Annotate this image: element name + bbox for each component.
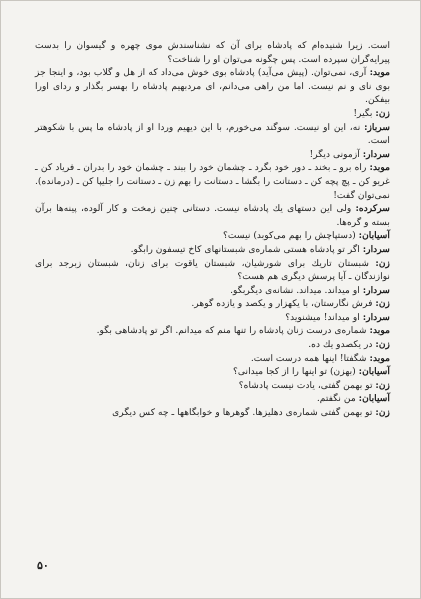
speaker-label: سردار: xyxy=(362,148,390,160)
paragraph-15 xyxy=(35,338,390,352)
dialogue-text: او میداند. میداند. نشانه‌ی دیگربگو. xyxy=(230,284,360,296)
speaker-label: آسیابان: xyxy=(358,393,390,405)
paragraph-16 xyxy=(35,352,390,366)
paragraph-13 xyxy=(35,311,390,325)
dialogue-text: بگیر! xyxy=(353,107,373,119)
speaker-label: زن: xyxy=(375,339,390,351)
speaker-label: سردار: xyxy=(362,284,390,296)
speaker-label: زن: xyxy=(375,407,390,419)
paragraph-2 xyxy=(35,66,390,107)
paragraph-10 xyxy=(35,257,390,284)
paragraph-1 xyxy=(35,39,390,66)
dialogue-text: (بهزن) تو اینها را از کجا میدانی؟ xyxy=(232,366,356,378)
speaker-label: آسیابان: xyxy=(358,366,390,378)
paragraph-20 xyxy=(35,406,390,420)
speaker-label: آسیابان: xyxy=(358,230,390,242)
paragraph-6 xyxy=(35,161,390,202)
dialogue-text: در یکصدو یك ده. xyxy=(308,339,373,351)
paragraph-7 xyxy=(35,202,390,229)
speaker-label: موبد: xyxy=(369,325,390,337)
page-number: ۵۰ xyxy=(37,559,49,572)
speaker-label: زن: xyxy=(375,298,390,310)
speaker-label: زن: xyxy=(375,257,390,269)
speaker-label: سرکرده: xyxy=(355,203,391,215)
paragraph-12 xyxy=(35,297,390,311)
dialogue-text: او میداند! میشنوید؟ xyxy=(285,311,360,323)
speaker-label: سرباز: xyxy=(364,121,391,133)
dialogue-text: شبستان تاریك برای شورشیان، شبستان یاقوت برای زنان، شبستان زبرجد برای نوازندگان ـ آیا پرسش دیگری هم هست؟ xyxy=(35,257,390,283)
dialogue-text: است. زیرا شنیده‌ام که پادشاه برای آن که نشناسندش موی چهره و گیسوان را بدست پیرایه‌گران سپرده است. پس چگونه می‌توان او را شناخت؟ xyxy=(35,40,390,65)
paragraph-18 xyxy=(35,379,390,393)
speaker-label: سردار: xyxy=(362,311,390,323)
speaker-label: زن: xyxy=(375,379,390,391)
speaker-label: زن: xyxy=(375,107,390,119)
paragraph-11 xyxy=(35,284,390,298)
speaker-label: سردار: xyxy=(362,243,390,255)
dialogue-text: تو بهمن گفتی شماره‌ی دهلیزها. گوهرها و خوابگاهها ـ چه کس دیگری xyxy=(112,407,373,419)
dialogue-text: من نگفتم. xyxy=(316,393,356,405)
dialogue-text: آزمونی دیگر! xyxy=(309,148,360,160)
dialogue-text: اگر تو پادشاه هستی شماره‌ی شبستانهای کاخ تیسفون رابگو. xyxy=(130,243,360,255)
speaker-label: موبد: xyxy=(369,352,390,364)
dialogue-text: راه برو ـ بخند ـ دور خود بگرد ـ چشمان خود را ببند ـ چشمان خود را بدران ـ فریاد کن ـ غریو کن ـ پچ پچه کن ـ دستانت را بگشا ـ دستانت را بهم زن ـ دستانت را جلیپا کن ـ (درمانده). نمی‌توان گفت! xyxy=(35,162,390,201)
dialogue-text: نه، این او نیست. سوگند می‌خورم، با این دیهیم وردا او از پادشاه ما پس با شکوهتر است. xyxy=(35,121,390,147)
paragraph-17 xyxy=(35,365,390,379)
paragraph-3 xyxy=(35,107,390,121)
paragraph-4 xyxy=(35,121,390,148)
speaker-label: موبد: xyxy=(369,67,391,79)
paragraph-5 xyxy=(35,148,390,162)
paragraph-19 xyxy=(35,392,390,406)
paragraph-9 xyxy=(35,243,390,257)
dialogue-text: شگفتا! اینها همه درست است. xyxy=(250,352,367,364)
dialogue-text: شماره‌ی درست زنان پادشاه را تنها منم که میدانم. اگر تو پادشاهی بگو. xyxy=(96,325,367,337)
speaker-label: موبد: xyxy=(369,162,390,174)
dialogue-text: (دستپاچش را بهم می‌کوبد) نیست؟ xyxy=(222,230,356,242)
dialogue-text: فرش نگارستان، با یکهزار و یکصد و یازده گوهر. xyxy=(191,298,373,310)
dialogue-text: آری، نمی‌توان. (پیش می‌آید) پادشاه بوی خوش می‌داد که از هل و گلاب بود، و اینجا جز بوی نای و نم نیست. اما من راهی می‌دانم، ای مردبهیم پادشاه را بهسر بگذار و ردای اورا بیفکن. xyxy=(35,67,390,106)
paragraph-14 xyxy=(35,324,390,338)
dialogue-text: ولی این دستهای یك پادشاه نیست. دستانی چنین زمخت و کار آلوده، پینه‌ها برآن بسته و گره‌ها. xyxy=(35,203,390,228)
play-script-text xyxy=(35,39,390,420)
paragraph-8 xyxy=(35,229,390,243)
dialogue-text: تو بهمن گفتی، یادت نیست پادشاه؟ xyxy=(238,379,373,391)
